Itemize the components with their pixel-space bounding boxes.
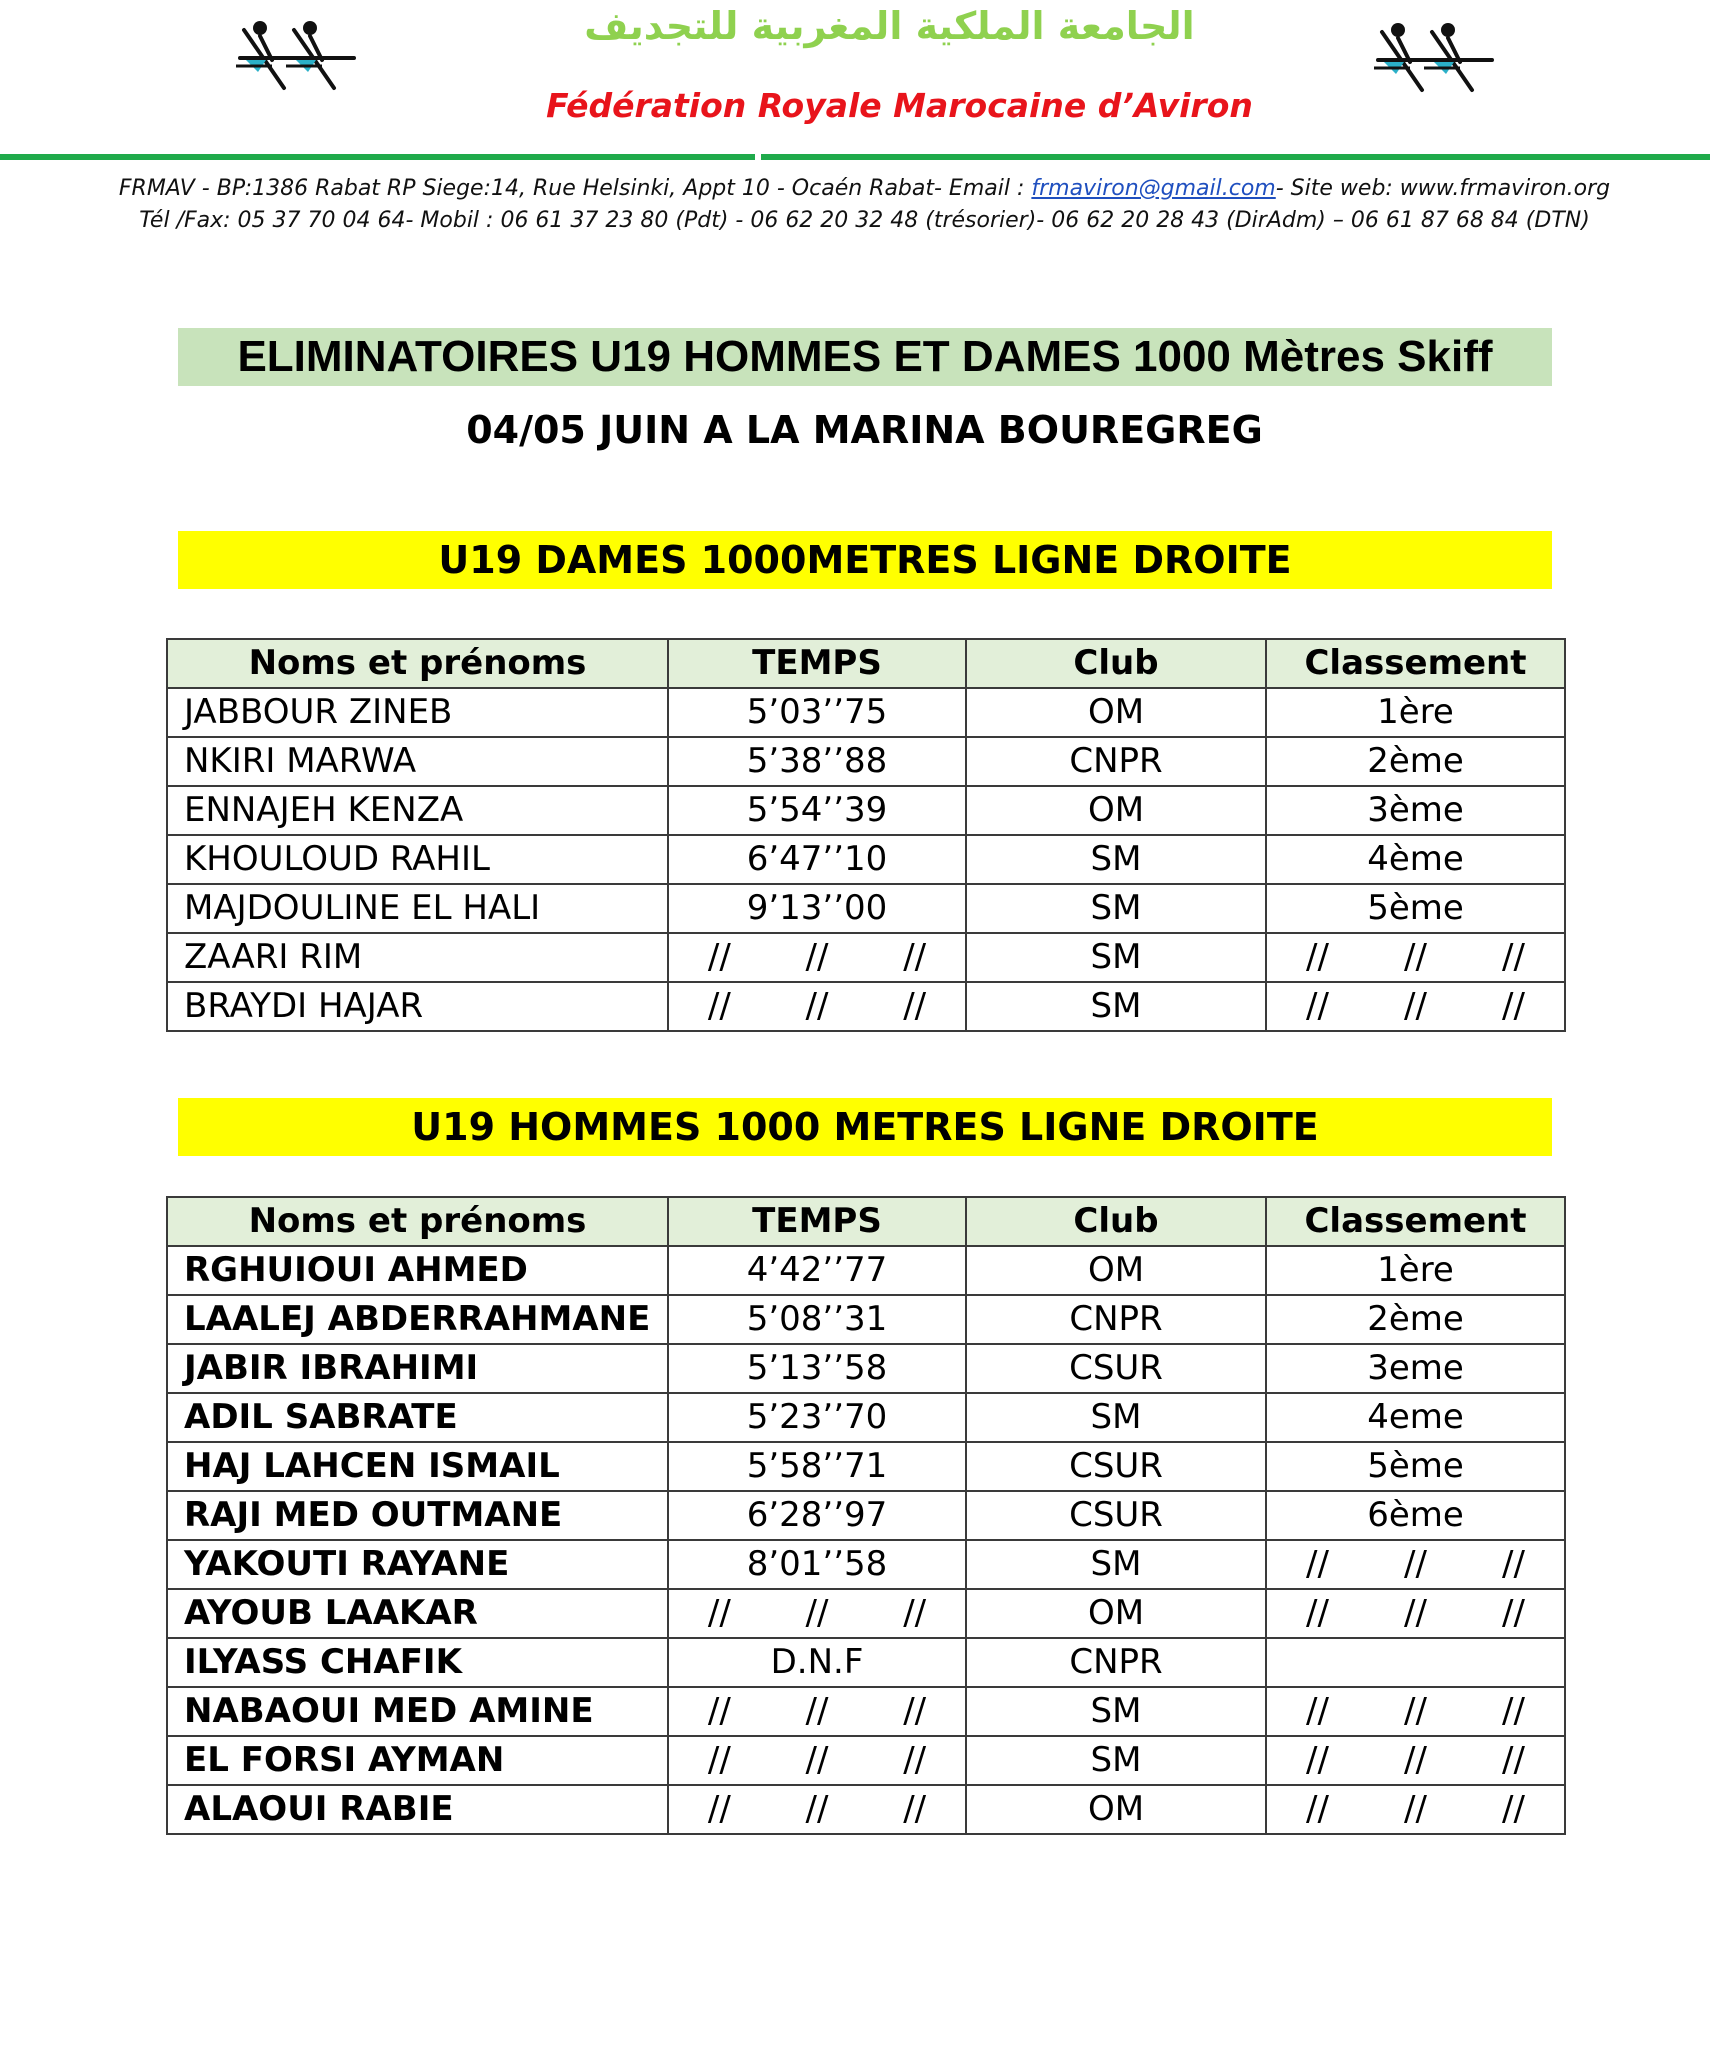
- cell-classement: 5ème: [1266, 884, 1565, 933]
- table-row: [167, 1246, 1565, 1295]
- cell-club: CNPR: [966, 1295, 1266, 1344]
- cell-club: OM: [966, 1785, 1266, 1834]
- cell-name: NABAOUI MED AMINE: [167, 1687, 668, 1736]
- table-header-row: [167, 1197, 1565, 1246]
- cell-classement: [1266, 1785, 1565, 1834]
- cell-club: OM: [966, 786, 1266, 835]
- cell-classement: 4ème: [1266, 835, 1565, 884]
- dames-section-heading: U19 DAMES 1000METRES LIGNE DROITE: [178, 531, 1552, 589]
- cell-classement: [1266, 1589, 1565, 1638]
- table-row: [167, 1393, 1565, 1442]
- hommes-section-heading: U19 HOMMES 1000 METRES LIGNE DROITE: [178, 1098, 1552, 1156]
- cell-temps: [668, 1785, 966, 1834]
- cell-name: HAJ LAHCEN ISMAIL: [167, 1442, 668, 1491]
- dash-mark: //: [903, 1740, 927, 1780]
- cell-name: ZAARI RIM: [167, 933, 668, 982]
- cell-temps: [668, 982, 966, 1031]
- dash-mark: //: [805, 1691, 829, 1731]
- cell-classement: [1266, 1687, 1565, 1736]
- cell-classement: [1266, 982, 1565, 1031]
- dash-mark: //: [1502, 1593, 1525, 1633]
- cell-name: YAKOUTI RAYANE: [167, 1540, 668, 1589]
- table-row: [167, 786, 1565, 835]
- cell-name: RAJI MED OUTMANE: [167, 1491, 668, 1540]
- dash-mark: //: [707, 937, 731, 977]
- dash-mark: //: [805, 1789, 829, 1829]
- column-header-temps: TEMPS: [668, 639, 966, 688]
- cell-club: SM: [966, 933, 1266, 982]
- cell-temps: 5’13’’58: [668, 1344, 966, 1393]
- dash-mark: //: [903, 1691, 927, 1731]
- cell-classement: 1ère: [1266, 1246, 1565, 1295]
- cell-classement: 3eme: [1266, 1344, 1565, 1393]
- cell-name: NKIRI MARWA: [167, 737, 668, 786]
- cell-temps: 5’23’’70: [668, 1393, 966, 1442]
- cell-temps: 9’13’’00: [668, 884, 966, 933]
- dash-mark: //: [1306, 986, 1329, 1026]
- cell-classement: 2ème: [1266, 737, 1565, 786]
- table-row: [167, 1687, 1565, 1736]
- table-row: [167, 835, 1565, 884]
- cell-name: RGHUIOUI AHMED: [167, 1246, 668, 1295]
- dash-mark: //: [1404, 1593, 1427, 1633]
- dash-mark: //: [707, 1789, 731, 1829]
- table-header-row: [167, 639, 1565, 688]
- cell-name: MAJDOULINE EL HALI: [167, 884, 668, 933]
- table-row: [167, 1589, 1565, 1638]
- dash-mark: //: [1404, 986, 1427, 1026]
- dash-mark: //: [1404, 937, 1427, 977]
- cell-name: ENNAJEH KENZA: [167, 786, 668, 835]
- column-header-classement: Classement: [1266, 1197, 1565, 1246]
- column-header-club: Club: [966, 639, 1266, 688]
- column-header-temps: TEMPS: [668, 1197, 966, 1246]
- cell-club: SM: [966, 884, 1266, 933]
- table-row: [167, 737, 1565, 786]
- table-row: [167, 1638, 1565, 1687]
- contact-line-1: FRMAV - BP:1386 Rabat RP Siege:14, Rue Helsinki, Appt 10 - Ocaén Rabat- Email : frmaviron@gmail.com- Site web: www.frmaviron.org: [118, 176, 1611, 201]
- dash-mark: //: [1502, 1740, 1525, 1780]
- cell-name: ILYASS CHAFIK: [167, 1638, 668, 1687]
- cell-club: CSUR: [966, 1491, 1266, 1540]
- cell-name: ALAOUI RABIE: [167, 1785, 668, 1834]
- cell-temps: 5’08’’31: [668, 1295, 966, 1344]
- table-row: [167, 1491, 1565, 1540]
- cell-classement: 1ère: [1266, 688, 1565, 737]
- cell-club: SM: [966, 1393, 1266, 1442]
- dash-mark: //: [1404, 1789, 1427, 1829]
- dash-mark: //: [903, 1789, 927, 1829]
- federation-arabic-name: الجامعة الملكية المغربية للتجديف: [584, 4, 1195, 48]
- dash-mark: //: [805, 1593, 829, 1633]
- table-row: [167, 1442, 1565, 1491]
- cell-club: CNPR: [966, 737, 1266, 786]
- cell-classement: [1266, 1638, 1565, 1687]
- cell-classement: [1266, 1736, 1565, 1785]
- table-row: [167, 1344, 1565, 1393]
- cell-temps: [668, 1736, 966, 1785]
- cell-classement: 6ème: [1266, 1491, 1565, 1540]
- dash-mark: //: [1404, 1740, 1427, 1780]
- cell-temps: [668, 1589, 966, 1638]
- cell-temps: 5’54’’39: [668, 786, 966, 835]
- table-row: [167, 1785, 1565, 1834]
- dash-mark: //: [805, 1740, 829, 1780]
- contact-line-2: Tél /Fax: 05 37 70 04 64- Mobil : 06 61 37 23 80 (Pdt) - 06 62 20 32 48 (trésorier)- 06 62 20 28 43 (DirAdm) – 06 61 87 68 84 (DTN): [139, 208, 1590, 233]
- cell-temps: [668, 933, 966, 982]
- cell-classement: 2ème: [1266, 1295, 1565, 1344]
- table-row: [167, 688, 1565, 737]
- document-subtitle: 04/05 JUIN A LA MARINA BOUREGREG: [466, 408, 1263, 452]
- table-row: [167, 884, 1565, 933]
- cell-classement: 5ème: [1266, 1442, 1565, 1491]
- cell-temps: 5’58’’71: [668, 1442, 966, 1491]
- table-row: [167, 982, 1565, 1031]
- dash-mark: //: [1306, 1740, 1329, 1780]
- dash-mark: //: [1306, 1691, 1329, 1731]
- table-row: [167, 1295, 1565, 1344]
- dash-mark: //: [1306, 1544, 1329, 1584]
- dash-mark: //: [1306, 1593, 1329, 1633]
- table-row: [167, 1540, 1565, 1589]
- hommes-results-table: [166, 1196, 1566, 1835]
- dash-mark: //: [1306, 937, 1329, 977]
- email-link[interactable]: frmaviron@gmail.com: [1031, 176, 1276, 201]
- cell-name: JABIR IBRAHIMI: [167, 1344, 668, 1393]
- cell-club: SM: [966, 1736, 1266, 1785]
- cell-name: ADIL SABRATE: [167, 1393, 668, 1442]
- cell-club: SM: [966, 1687, 1266, 1736]
- cell-club: CNPR: [966, 1638, 1266, 1687]
- dash-mark: //: [1502, 1789, 1525, 1829]
- document-title: ELIMINATOIRES U19 HOMMES ET DAMES 1000 Mètres Skiff: [178, 328, 1552, 386]
- dash-mark: //: [1502, 1544, 1525, 1584]
- dash-mark: //: [707, 1593, 731, 1633]
- column-header-club: Club: [966, 1197, 1266, 1246]
- cell-temps: 4’42’’77: [668, 1246, 966, 1295]
- dash-mark: //: [903, 1593, 927, 1633]
- table-row: [167, 933, 1565, 982]
- dash-mark: //: [805, 986, 829, 1026]
- cell-name: LAALEJ ABDERRAHMANE: [167, 1295, 668, 1344]
- cell-club: SM: [966, 835, 1266, 884]
- cell-club: OM: [966, 1589, 1266, 1638]
- cell-name: EL FORSI AYMAN: [167, 1736, 668, 1785]
- dash-mark: //: [805, 937, 829, 977]
- cell-club: SM: [966, 1540, 1266, 1589]
- cell-temps: 6’47’’10: [668, 835, 966, 884]
- dash-mark: //: [903, 937, 927, 977]
- cell-club: OM: [966, 1246, 1266, 1295]
- cell-name: JABBOUR ZINEB: [167, 688, 668, 737]
- dash-mark: //: [707, 1691, 731, 1731]
- cell-club: CSUR: [966, 1442, 1266, 1491]
- column-header-classement: Classement: [1266, 639, 1565, 688]
- cell-club: CSUR: [966, 1344, 1266, 1393]
- cell-temps: D.N.F: [668, 1638, 966, 1687]
- cell-temps: 8’01’’58: [668, 1540, 966, 1589]
- cell-classement: 4eme: [1266, 1393, 1565, 1442]
- dash-mark: //: [1404, 1544, 1427, 1584]
- cell-classement: [1266, 1540, 1565, 1589]
- cell-name: BRAYDI HAJAR: [167, 982, 668, 1031]
- dash-mark: //: [707, 1740, 731, 1780]
- cell-temps: [668, 1687, 966, 1736]
- dash-mark: //: [1404, 1691, 1427, 1731]
- dash-mark: //: [1502, 1691, 1525, 1731]
- cell-name: AYOUB LAAKAR: [167, 1589, 668, 1638]
- dash-mark: //: [1502, 986, 1525, 1026]
- dames-results-table: [166, 638, 1566, 1032]
- cell-name: KHOULOUD RAHIL: [167, 835, 668, 884]
- dash-mark: //: [1306, 1789, 1329, 1829]
- dash-mark: //: [903, 986, 927, 1026]
- cell-temps: 6’28’’97: [668, 1491, 966, 1540]
- cell-classement: 3ème: [1266, 786, 1565, 835]
- federation-french-name: Fédération Royale Marocaine d’Aviron: [546, 86, 1253, 125]
- dash-mark: //: [1502, 937, 1525, 977]
- column-header-name: Noms et prénoms: [167, 639, 668, 688]
- table-row: [167, 1736, 1565, 1785]
- cell-temps: 5’03’’75: [668, 688, 966, 737]
- header-divider: [0, 154, 1710, 160]
- cell-club: OM: [966, 688, 1266, 737]
- column-header-name: Noms et prénoms: [167, 1197, 668, 1246]
- cell-temps: 5’38’’88: [668, 737, 966, 786]
- cell-classement: [1266, 933, 1565, 982]
- cell-club: SM: [966, 982, 1266, 1031]
- dash-mark: //: [707, 986, 731, 1026]
